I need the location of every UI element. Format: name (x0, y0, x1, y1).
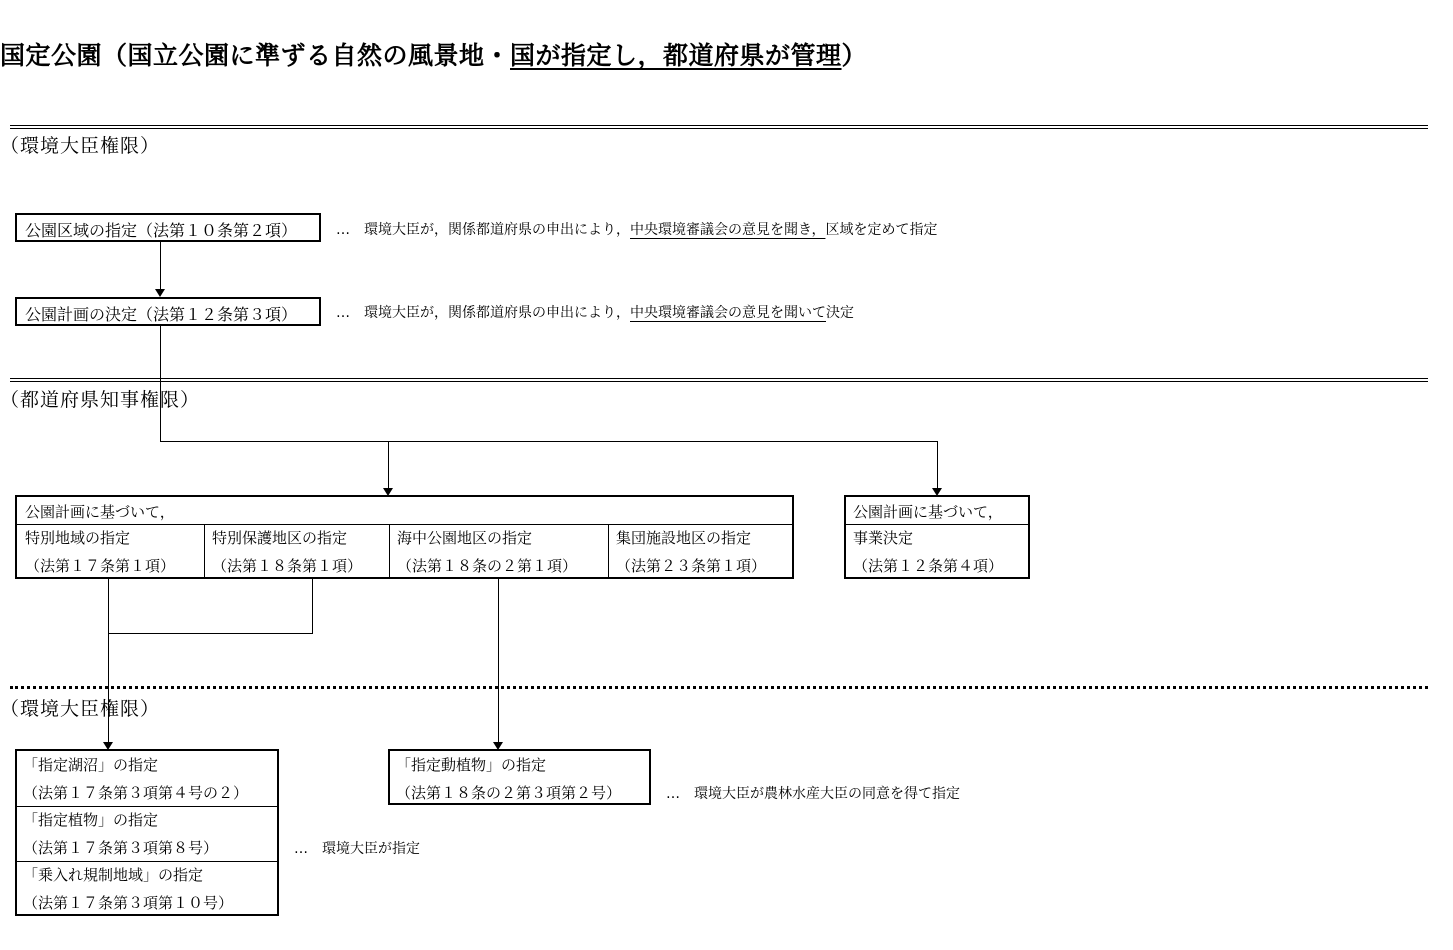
governor-header: 公園計画に基づいて， (25, 503, 175, 521)
animals-note: … 環境大臣が農林水産大臣の同意を得て指定 (666, 786, 960, 802)
section-divider-dotted (10, 686, 1428, 689)
section-divider-2 (10, 378, 1428, 382)
cell-designated-lake: 「指定湖沼」の指定 （法第１７条第３項第４号の２） (23, 756, 249, 802)
project-box (844, 495, 1030, 579)
designation-label: 公園区域の指定（法第１０条第２項） (25, 221, 298, 240)
connector-line (160, 326, 161, 442)
plan-label: 公園計画の決定（法第１２条第３項） (25, 305, 298, 324)
box-divider (389, 524, 390, 577)
plan-note: … 環境大臣が，関係都道府県の申出により，中央環境審議会の意見を聞いて決定 (336, 305, 854, 321)
designation-box (15, 213, 321, 242)
connector-line (388, 441, 389, 488)
page-title (0, 36, 867, 72)
cell-designated-plant: 「指定植物」の指定 （法第１７条第３項第８号） (23, 811, 219, 857)
connector-line (160, 441, 938, 442)
title-underlined: 国が指定し，都道府県が管理 (510, 41, 842, 70)
section-label-env-minister-2: （環境大臣権限） (0, 698, 161, 720)
cell-group-facility: 集団施設地区の指定 （法第２３条第１項） (616, 529, 767, 575)
connector-line (108, 633, 313, 634)
connector-line (312, 579, 313, 634)
plan-box (15, 297, 321, 326)
animals-box (388, 749, 651, 805)
cell-special-area: 特別地域の指定 （法第１７条第１項） (25, 529, 176, 575)
arrow-down-icon (155, 289, 165, 297)
cell-vehicle-restriction: 「乗入れ規制地域」の指定 （法第１７条第３項第１０号） (23, 866, 234, 912)
cell-special-protection: 特別保護地区の指定 （法第１８条第１項） (212, 529, 363, 575)
connector-line (160, 242, 161, 289)
connector-line (937, 441, 938, 488)
project-header: 公園計画に基づいて， (853, 503, 1003, 521)
section-label-env-minister-1: （環境大臣権限） (0, 135, 161, 157)
cell-designated-fauna-flora: 「指定動植物」の指定 （法第１８条の２第３項第２号） (396, 756, 622, 802)
section-divider-1 (10, 125, 1428, 129)
governor-box (15, 495, 794, 579)
designation-note: … 環境大臣が，関係都道府県の申出により，中央環境審議会の意見を聞き，区域を定めて指定 (336, 222, 938, 238)
cell-marine-park: 海中公園地区の指定 （法第１８条の２第１項） (397, 529, 578, 575)
box-divider (204, 524, 205, 577)
title-suffix: ） (841, 41, 868, 70)
cell-project-decision: 事業決定 （法第１２条第４項） (853, 529, 1004, 575)
box-divider (608, 524, 609, 577)
minister-box (15, 749, 279, 916)
title-prefix: 国定公園（国立公園に準ずる自然の風景地・ (0, 41, 511, 70)
connector-line (498, 579, 499, 742)
section-label-governor: （都道府県知事権限） (0, 389, 201, 411)
minister-note: … 環境大臣が指定 (294, 841, 420, 857)
